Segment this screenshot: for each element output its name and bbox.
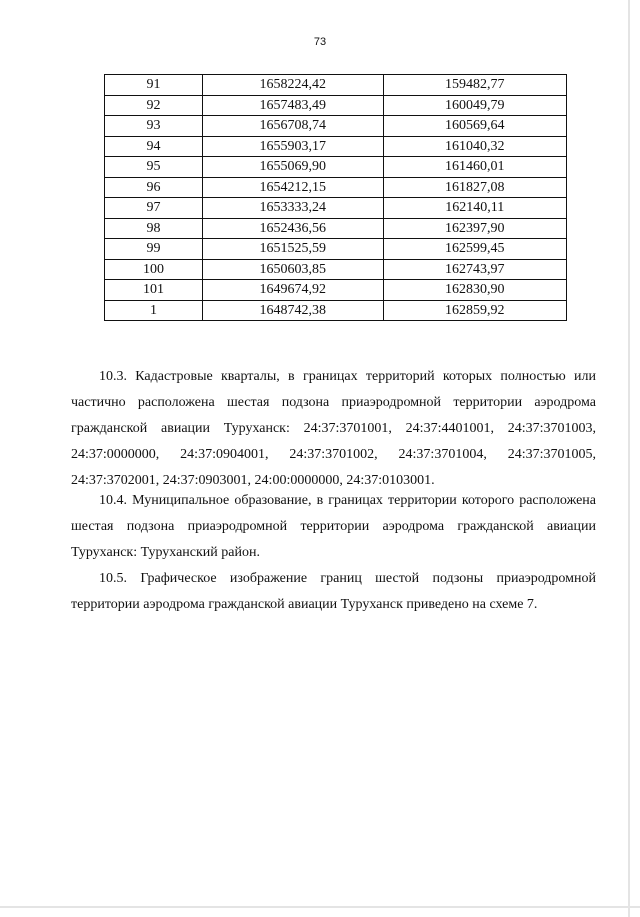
y-coordinate: 162397,90: [383, 218, 566, 239]
paragraph-10-5: [71, 566, 596, 618]
table-row: [105, 177, 567, 198]
y-coordinate: 162859,92: [383, 300, 566, 321]
x-coordinate: 1653333,24: [203, 198, 384, 219]
y-coordinate: 160049,79: [383, 95, 566, 116]
x-coordinate: 1655069,90: [203, 157, 384, 178]
y-coordinate: 161460,01: [383, 157, 566, 178]
point-number: 101: [105, 280, 203, 301]
scan-edge-line: [628, 0, 630, 917]
x-coordinate: 1648742,38: [203, 300, 384, 321]
point-number: 99: [105, 239, 203, 260]
y-coordinate: 162830,90: [383, 280, 566, 301]
table-row: [105, 300, 567, 321]
y-coordinate: 160569,64: [383, 116, 566, 137]
x-coordinate: 1657483,49: [203, 95, 384, 116]
coordinates-table: [104, 74, 567, 321]
scan-bottom-line: [0, 906, 640, 908]
table-row: [105, 157, 567, 178]
x-coordinate: 1652436,56: [203, 218, 384, 239]
paragraph-text: 10.4. Муниципальное образование, в границах территории которого расположена шестая подзона приаэродромной территории аэродрома гражданской авиации Туруханск: Туруханский район.: [71, 493, 596, 560]
table-row: [105, 259, 567, 280]
point-number: 94: [105, 136, 203, 157]
point-number: 98: [105, 218, 203, 239]
paragraph-10-4: [71, 488, 596, 566]
table-row: [105, 95, 567, 116]
paragraph-10-3: [71, 364, 596, 494]
point-number: 93: [105, 116, 203, 137]
table-row: [105, 75, 567, 96]
y-coordinate: 162743,97: [383, 259, 566, 280]
table-row: [105, 136, 567, 157]
table-row: [105, 198, 567, 219]
y-coordinate: 161040,32: [383, 136, 566, 157]
point-number: 100: [105, 259, 203, 280]
y-coordinate: 162140,11: [383, 198, 566, 219]
x-coordinate: 1656708,74: [203, 116, 384, 137]
point-number: 97: [105, 198, 203, 219]
table-row: [105, 239, 567, 260]
y-coordinate: 162599,45: [383, 239, 566, 260]
paragraph-text: 10.5. Графическое изображение границ шестой подзоны приаэродромной территории аэродрома гражданской авиации Туруханск приведено на схеме 7.: [71, 571, 596, 612]
point-number: 95: [105, 157, 203, 178]
point-number: 91: [105, 75, 203, 96]
table-row: [105, 280, 567, 301]
x-coordinate: 1651525,59: [203, 239, 384, 260]
x-coordinate: 1649674,92: [203, 280, 384, 301]
paragraph-text: 10.3. Кадастровые кварталы, в границах территорий которых полностью или частично расположена шестая подзона приаэродромной территории аэродрома гражданской авиации Туруханск: 24:37:3701001, 24:37:4401001, 24:37:3701003, 24:37:0000000, 24:37:0904001, 24:37:3701002, 24:37:3701004, 24:37:3701005, 24:37:3702001, 24:37:0903001, 24:00:0000000, 24:37:0103001.: [71, 369, 596, 488]
table-row: [105, 218, 567, 239]
point-number: 92: [105, 95, 203, 116]
x-coordinate: 1658224,42: [203, 75, 384, 96]
page-number: 73: [313, 36, 327, 48]
x-coordinate: 1655903,17: [203, 136, 384, 157]
y-coordinate: 161827,08: [383, 177, 566, 198]
point-number: 96: [105, 177, 203, 198]
x-coordinate: 1654212,15: [203, 177, 384, 198]
point-number: 1: [105, 300, 203, 321]
y-coordinate: 159482,77: [383, 75, 566, 96]
x-coordinate: 1650603,85: [203, 259, 384, 280]
table-row: [105, 116, 567, 137]
